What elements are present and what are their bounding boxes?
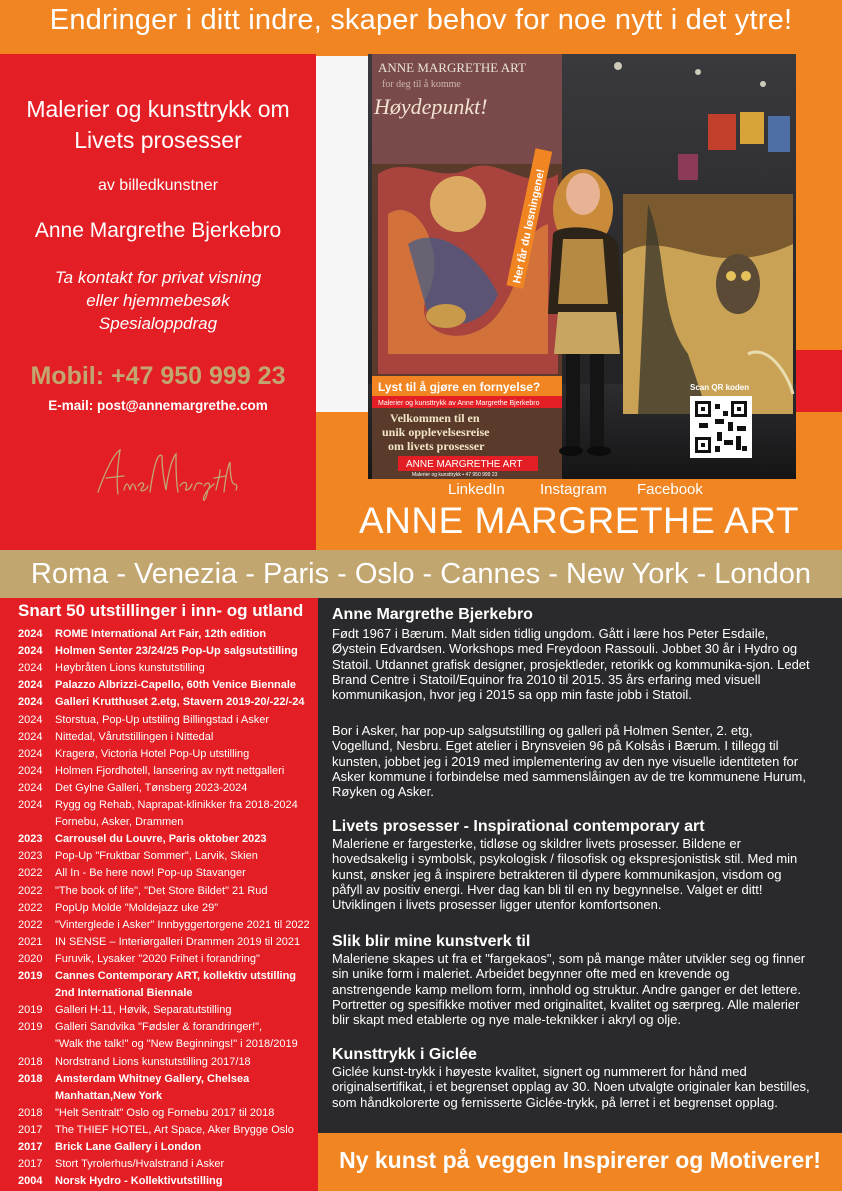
exhibition-year: 2024 xyxy=(18,679,43,692)
exhibition-title: "Vinterglede i Asker" Innbyggertorgene 2021 til 2022 xyxy=(55,918,310,931)
contact-offer xyxy=(0,266,316,335)
artist-name: Anne Margrethe Bjerkebro xyxy=(34,219,282,242)
exhibition-year: 2024 xyxy=(18,645,43,658)
exhibition-year: 2017 xyxy=(18,1141,43,1153)
poster-top-sub: for deg til å komme xyxy=(382,79,461,90)
poster-welcome-3: om livets prosesser xyxy=(388,439,485,453)
exhibition-title: Galleri Krutthuset 2.etg, Stavern 2019-20/-22/-24 xyxy=(55,696,305,709)
exhibition-title: Norsk Hydro - Kollektivutstilling xyxy=(55,1175,223,1188)
intro-subtitle xyxy=(0,94,316,156)
exhibition-title: Furuvik, Lysaker "2020 Frihet i forandring" xyxy=(55,952,260,965)
exhibition-title: "Walk the talk!" og "New Beginnings!" i 2018/2019 xyxy=(55,1038,298,1051)
exhibition-item xyxy=(18,1021,262,1033)
exhibition-title: Kragerø, Victoria Hotel Pop-Up utstilling xyxy=(55,747,250,760)
exhibition-year: 2023 xyxy=(18,833,43,846)
by-line: av billedkunstner xyxy=(97,177,219,194)
exhibition-title: Holmen Senter 23/24/25 Pop-Up salgsutstilling xyxy=(55,645,298,658)
exhibition-title: ROME International Art Fair, 12th edition xyxy=(55,628,267,640)
subtitle-line-1: Malerier og kunsttrykk om xyxy=(26,96,290,122)
exhibitions-heading: Snart 50 utstillinger i inn- og utland xyxy=(18,601,304,620)
poster-lyst: Lyst til å gjøre en fornyelse? xyxy=(378,380,541,394)
email-address[interactable]: E-mail: post@annemargrethe.com xyxy=(48,398,268,413)
exhibition-title: Manhattan,New York xyxy=(55,1089,163,1102)
exhibition-year: 2024 xyxy=(18,747,43,760)
bio-paragraph-1: Født 1967 i Bærum. Malt siden tidlig ungdom. Gått i lære hos Peter Esdaile, Øystein Edvardsen. Workshops med Freydoon Rassouli. Jobbet 30 år i Hydro og Statoil. Utdannet grafisk designer, prosjektleder, retorikk og kommunika-sjon. Ledet Brand Centre i Statoil/Equinor fra 2010 til 2015. 35 års erfaring med visuell kommunikasjon, hvor jeg i 2015 sa opp min faste jobb i Statoil. xyxy=(332,626,810,703)
exhibition-item xyxy=(18,1038,298,1050)
exhibition-title: All In - Be here now! Pop-up Stavanger xyxy=(55,867,246,880)
poster-top-text: ANNE MARGRETHE ART xyxy=(378,60,526,75)
exhibition-item xyxy=(18,662,205,674)
exhibition-year: 2004 xyxy=(18,1175,43,1188)
exhibition-year: 2022 xyxy=(18,918,43,931)
exhibition-item xyxy=(18,1004,231,1016)
exhibition-title: "Helt Sentralt" Oslo og Fornebu 2017 til 2018 xyxy=(55,1106,275,1119)
exhibition-item xyxy=(18,936,300,948)
exhibition-title: Carrousel du Louvre, Paris oktober 2023 xyxy=(55,833,267,846)
exhibition-item xyxy=(18,953,260,965)
exhibition-title: "The book of life", "Det Store Bildet" 21 Rud xyxy=(55,884,268,897)
linkedin-link[interactable]: LinkedIn xyxy=(448,481,505,498)
gallery-photo xyxy=(368,54,796,479)
exhibition-year: 2024 xyxy=(18,696,43,709)
exhibition-year: 2018 xyxy=(18,1055,43,1068)
exhibition-title: Rygg og Rehab, Naprapat-klinikker fra 2018-2024 xyxy=(55,799,298,811)
poster-footer-sub: Malerier og kunsttrykk • 47 950 999 23 xyxy=(412,472,498,478)
exhibition-year: 2024 xyxy=(18,781,43,794)
top-banner xyxy=(0,0,842,54)
rollup-banner xyxy=(372,54,562,479)
exhibition-item xyxy=(18,765,284,777)
exhibition-year: 2024 xyxy=(18,764,43,777)
exhibition-title: Høybråten Lions kunstutstilling xyxy=(55,662,205,675)
exhibition-year: 2022 xyxy=(18,867,43,880)
cities-band xyxy=(0,550,842,598)
exhibition-year: 2020 xyxy=(18,952,43,965)
exhibition-item xyxy=(18,816,183,828)
exhibition-year: 2017 xyxy=(18,1123,43,1136)
slogan: Ny kunst på veggen Inspirerer og Motiverer! xyxy=(339,1147,821,1173)
exhibition-title: Brick Lane Gallery i London xyxy=(55,1141,202,1153)
exhibition-year: 2019 xyxy=(18,1004,43,1017)
exhibition-year: 2019 xyxy=(18,970,43,982)
giclee-title: Kunsttrykk i Giclée xyxy=(332,1046,477,1063)
giclee-body: Giclée kunst-trykk i høyeste kvalitet, signert og nummerert for hånd med originalsertifikat, i et begrenset opplag av 30. Noen utvalgte originaler kan bestilles, som håndkolorerte og fernisserte Giclée-trykk, på lerret i et begrenset opplag. xyxy=(332,1064,810,1110)
exhibition-year: 2018 xyxy=(18,1072,43,1085)
exhibition-title: Stort Tyrolerhus/Hvalstrand i Asker xyxy=(55,1158,225,1171)
exhibition-year: 2023 xyxy=(18,850,43,863)
exhibition-item xyxy=(18,731,213,743)
brand-title: ANNE MARGRETHE ART xyxy=(358,500,800,541)
decorative-block xyxy=(316,56,368,412)
instagram-link[interactable]: Instagram xyxy=(540,481,607,498)
poster-welcome-2: unik opplevelsesreise xyxy=(382,425,490,439)
exhibition-item xyxy=(18,833,267,845)
exhibition-year: 2017 xyxy=(18,1158,43,1171)
exhibition-item xyxy=(18,970,296,982)
exhibition-item xyxy=(18,1107,274,1119)
artist-signature xyxy=(92,440,242,510)
contact-line-2: eller hjemmebesøk xyxy=(86,291,230,310)
cities-list: Roma - Venezia - Paris - Oslo - Cannes - New York - London xyxy=(30,558,812,590)
exhibition-item xyxy=(18,1090,162,1102)
exhibition-year: 2018 xyxy=(18,1106,43,1119)
exhibition-item xyxy=(18,1158,224,1170)
exhibition-title: Galleri Sandvika "Fødsler & forandringer!", xyxy=(55,1021,263,1034)
exhibition-item xyxy=(18,748,249,760)
exhibition-title: Fornebu, Asker, Drammen xyxy=(55,816,184,829)
exhibition-item xyxy=(18,645,298,657)
exhibition-item xyxy=(18,1175,222,1187)
exhibition-item xyxy=(18,919,310,931)
exhibition-title: Pop-Up "Fruktbar Sommer", Larvik, Skien xyxy=(55,850,258,863)
exhibition-title: Det Gylne Galleri, Tønsberg 2023-2024 xyxy=(55,781,248,794)
exhibition-year: 2021 xyxy=(18,935,43,948)
exhibition-item xyxy=(18,714,269,726)
exhibition-item xyxy=(18,799,298,811)
bio-paragraph-2: Bor i Asker, har pop-up salgsutstilling og galleri på Holmen Senter, 2. etg, Vogellund, Nesbru. Eget atelier i Brynsveien 96 på Kolsås i Bærum. I tillegg til kunsten, jobbet jeg i 2019 med implementering av den nye visuelle identiteten for Asker kommune i forbindelse med sammenslåingen av de tre kommunene Hurum, Røyken og Asker. xyxy=(332,723,806,800)
exhibition-item xyxy=(18,987,193,999)
qr-label: Scan QR koden xyxy=(690,383,750,392)
contact-line-1: Ta kontakt for privat visning xyxy=(54,268,262,287)
exhibition-title: Cannes Contemporary ART, kollektiv utstilling xyxy=(55,970,297,982)
exhibition-year: 2019 xyxy=(18,1021,43,1034)
exhibition-year: 2022 xyxy=(18,884,43,897)
exhibition-title: IN SENSE – Interiørgalleri Drammen 2019 til 2021 xyxy=(55,935,301,948)
facebook-link[interactable]: Facebook xyxy=(637,481,703,498)
poster-tagline: Malerier og kunsttrykk av Anne Margrethe Bjerkebro xyxy=(378,400,540,407)
exhibition-title: PopUp Molde "Moldejazz uke 29" xyxy=(55,901,219,914)
exhibition-year: 2024 xyxy=(18,662,43,675)
exhibition-title: 2nd International Biennale xyxy=(55,987,193,1000)
exhibition-title: Amsterdam Whitney Gallery, Chelsea xyxy=(55,1072,250,1085)
making-body: Maleriene skapes ut fra et "fargekaos", som på mange måter utvikler seg og finner sin unike form i maleriet. Arbeidet begynner ofte med en krevende og anstrengende kamp mellom form, innhold og struktur. Andre ganger er det lettere. Portretter og spesifikke motiver med originalitet, kvalitet og særpreg. Alle malerier blir skapt med etablerte og nye male-teknikker i akryl og olje. xyxy=(332,951,806,1028)
exhibition-item xyxy=(18,902,218,914)
exhibition-item xyxy=(18,1141,201,1153)
decorative-strip xyxy=(796,350,842,412)
exhibition-item xyxy=(18,867,246,879)
exhibition-item xyxy=(18,1073,249,1085)
exhibition-item xyxy=(18,850,258,862)
exhibition-year: 2022 xyxy=(18,901,43,914)
poster-footer-brand: ANNE MARGRETHE ART xyxy=(406,459,523,470)
exhibition-year: 2024 xyxy=(18,799,43,811)
exhibition-item xyxy=(18,1056,251,1068)
exhibition-item xyxy=(18,628,266,640)
making-title: Slik blir mine kunstverk til xyxy=(332,933,531,950)
exhibition-year: 2024 xyxy=(18,730,43,743)
processes-title: Livets prosesser - Inspirational contemporary art xyxy=(332,818,705,835)
exhibition-title: The THIEF HOTEL, Art Space, Aker Brygge Oslo xyxy=(55,1123,294,1136)
exhibition-item xyxy=(18,885,268,897)
social-links xyxy=(440,481,740,501)
contact-line-3: Spesialoppdrag xyxy=(98,314,218,333)
poster-hoydepunkt: Høydepunkt! xyxy=(374,94,488,119)
exhibition-year: 2024 xyxy=(18,628,43,640)
poster-welcome-1: Velkommen til en xyxy=(390,411,480,425)
exhibition-item xyxy=(18,1124,294,1136)
processes-body: Maleriene er fargesterke, tidløse og skildrer livets prosesser. Bildene er hovedsakelig i symbolsk, psykologisk / filosofisk og ekspresjonistisk stil. Med min kunst, ønsker jeg å inspirere betrakteren til dypere kommunikasjon, visdom og påfyll av positiv energi. Hver dag kan bli til en ny begynnelse. Valget er ditt! Utviklingen i livets prosesser ligger utenfor komfortsonen. xyxy=(332,836,798,913)
poster-vertical-banner: Her får du løsningene! xyxy=(511,167,548,285)
headline: Endringer i ditt indre, skaper behov for noe nytt i det ytre! xyxy=(49,4,793,36)
exhibition-item xyxy=(18,696,304,708)
exhibition-year: 2024 xyxy=(18,713,43,726)
mobile-number[interactable]: Mobil: +47 950 999 23 xyxy=(30,362,286,390)
subtitle-line-2: Livets prosesser xyxy=(74,127,242,153)
exhibition-title: Nittedal, Vårutstillingen i Nittedal xyxy=(55,730,214,743)
bio-title: Anne Margrethe Bjerkebro xyxy=(332,606,533,623)
exhibition-title: Galleri H-11, Høvik, Separatutstilling xyxy=(55,1004,232,1017)
exhibition-title: Palazzo Albrizzi-Capello, 60th Venice Biennale xyxy=(55,679,297,692)
painting-right xyxy=(623,194,793,414)
exhibition-title: Holmen Fjordhotell, lansering av nytt nettgalleri xyxy=(55,764,285,777)
exhibition-item xyxy=(18,782,247,794)
exhibition-title: Nordstrand Lions kunstutstilling 2017/18 xyxy=(55,1055,251,1068)
exhibition-title: Storstua, Pop-Up utstiling Billingstad i Asker xyxy=(55,713,269,726)
exhibition-item xyxy=(18,679,296,691)
